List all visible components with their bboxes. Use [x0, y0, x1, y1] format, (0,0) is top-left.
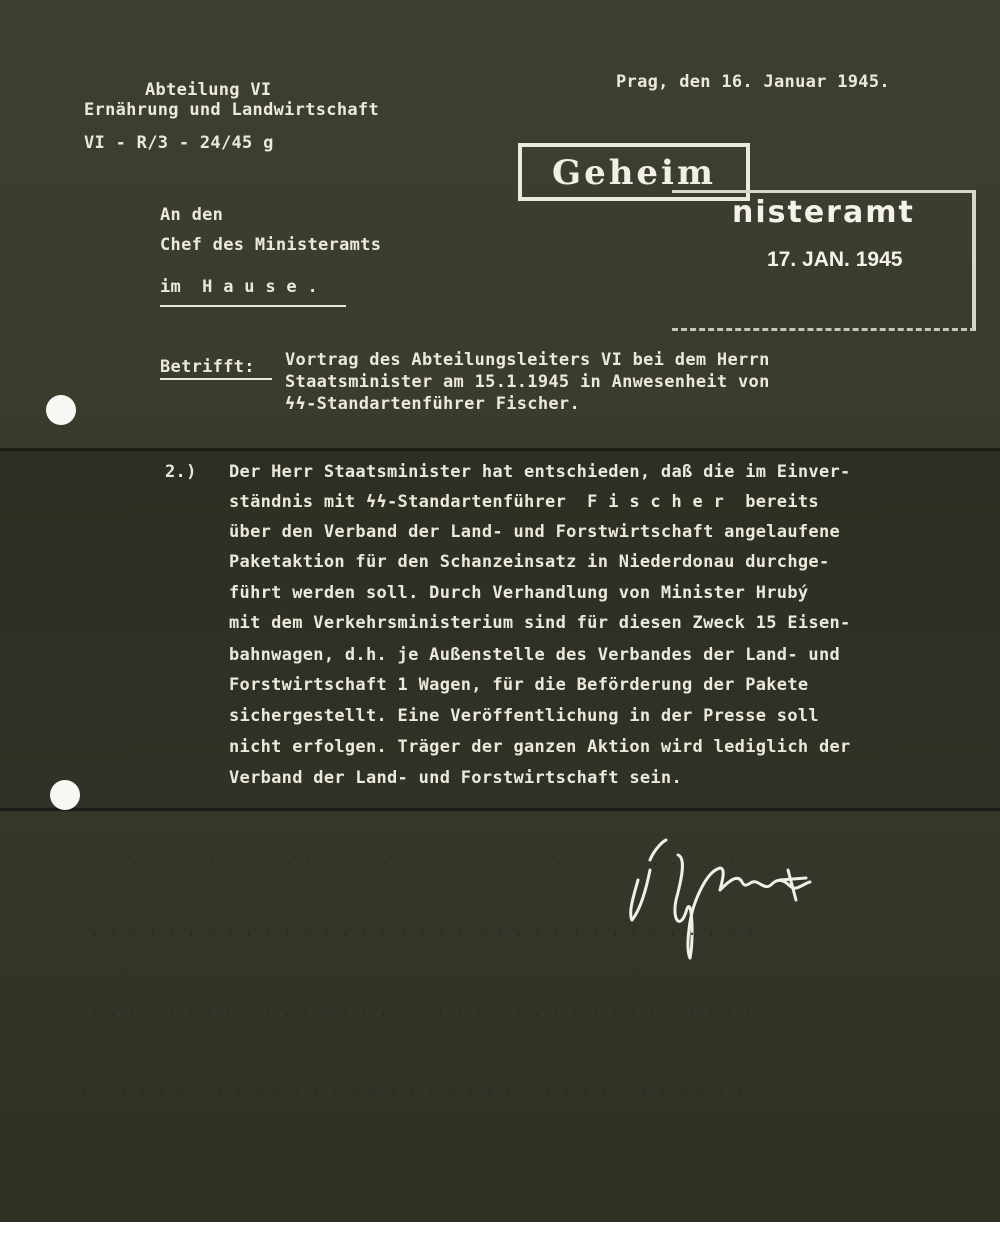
- reference-number: VI - R/3 - 24/45 g: [84, 133, 274, 153]
- body-line: mit dem Verkehrsministerium sind für diesen Zweck 15 Eisen-: [229, 613, 851, 633]
- subject-line-1: Vortrag des Abteilungsleiters VI bei dem Herrn: [285, 350, 770, 370]
- fold-line: [0, 808, 1000, 811]
- body-line: über den Verband der Land- und Forstwirtschaft angelaufene: [229, 522, 841, 542]
- body-line: Paketaktion für den Schanzeinsatz in Niederdonau durchge-: [229, 552, 830, 572]
- fold-line: [0, 448, 1000, 451]
- body-line: führt werden soll. Durch Verhandlung von Minister Hrubý: [229, 583, 809, 603]
- recipient-underline: [160, 305, 346, 307]
- recipient-line-2: Chef des Ministeramts: [160, 235, 382, 255]
- subject-underline: [160, 378, 272, 380]
- place-date: Prag, den 16. Januar 1945.: [616, 72, 890, 92]
- body-line: nicht erfolgen. Träger der ganzen Aktion wird lediglich der: [229, 737, 851, 757]
- body-line: Der Herr Staatsminister hat entschieden, daß die im Einver-: [229, 462, 851, 482]
- subject-line-3: ϟϟ-Standartenführer Fischer.: [285, 394, 580, 414]
- bleed-through-text: . . . . . . . . . . . . . . . . . . . . . . . . . . . . . . . . . . .: [80, 1080, 745, 1099]
- bleed-through-text: . . . . . . . . . . . . . . . . . . . . . . . . . . . . . . . .: [130, 850, 737, 869]
- body-line: bahnwagen, d.h. je Außenstelle des Verbandes der Land- und: [229, 645, 841, 665]
- punch-hole: [46, 395, 76, 425]
- division-line: Ernährung und Landwirtschaft: [84, 100, 379, 120]
- body-line: sichergestellt. Eine Veröffentlichung in der Presse soll: [229, 706, 819, 726]
- received-office: nisteramt: [732, 195, 915, 230]
- bleed-through-text: . . . . . . . . . . . . . . . . . . . . . . . . . . . . . . . . . . .: [90, 920, 755, 939]
- handwritten-signature: [620, 820, 830, 965]
- body-line: Forstwirtschaft 1 Wagen, für die Beförderung der Pakete: [229, 675, 809, 695]
- received-date: 17. JAN. 1945: [767, 248, 903, 271]
- bleed-through-text: . . . . . . . . . . . . . . . . . . . . . . . . . . . . . . . . . . . .: [70, 1000, 754, 1019]
- department-line: Abteilung VI: [145, 80, 272, 100]
- body-line: ständnis mit ϟϟ-Standartenführer F i s c h e r bereits: [229, 492, 819, 512]
- classification-label: Geheim: [552, 153, 716, 193]
- punch-hole: [50, 780, 80, 810]
- paragraph-number: 2.): [165, 462, 197, 482]
- received-stamp: [672, 190, 976, 331]
- subject-label: Betrifft:: [160, 357, 255, 377]
- recipient-line-1: An den: [160, 205, 224, 225]
- body-line: Verband der Land- und Forstwirtschaft sein.: [229, 768, 682, 788]
- recipient-line-3: im H a u s e .: [160, 277, 319, 297]
- subject-line-2: Staatsminister am 15.1.1945 in Anwesenheit von: [285, 372, 770, 392]
